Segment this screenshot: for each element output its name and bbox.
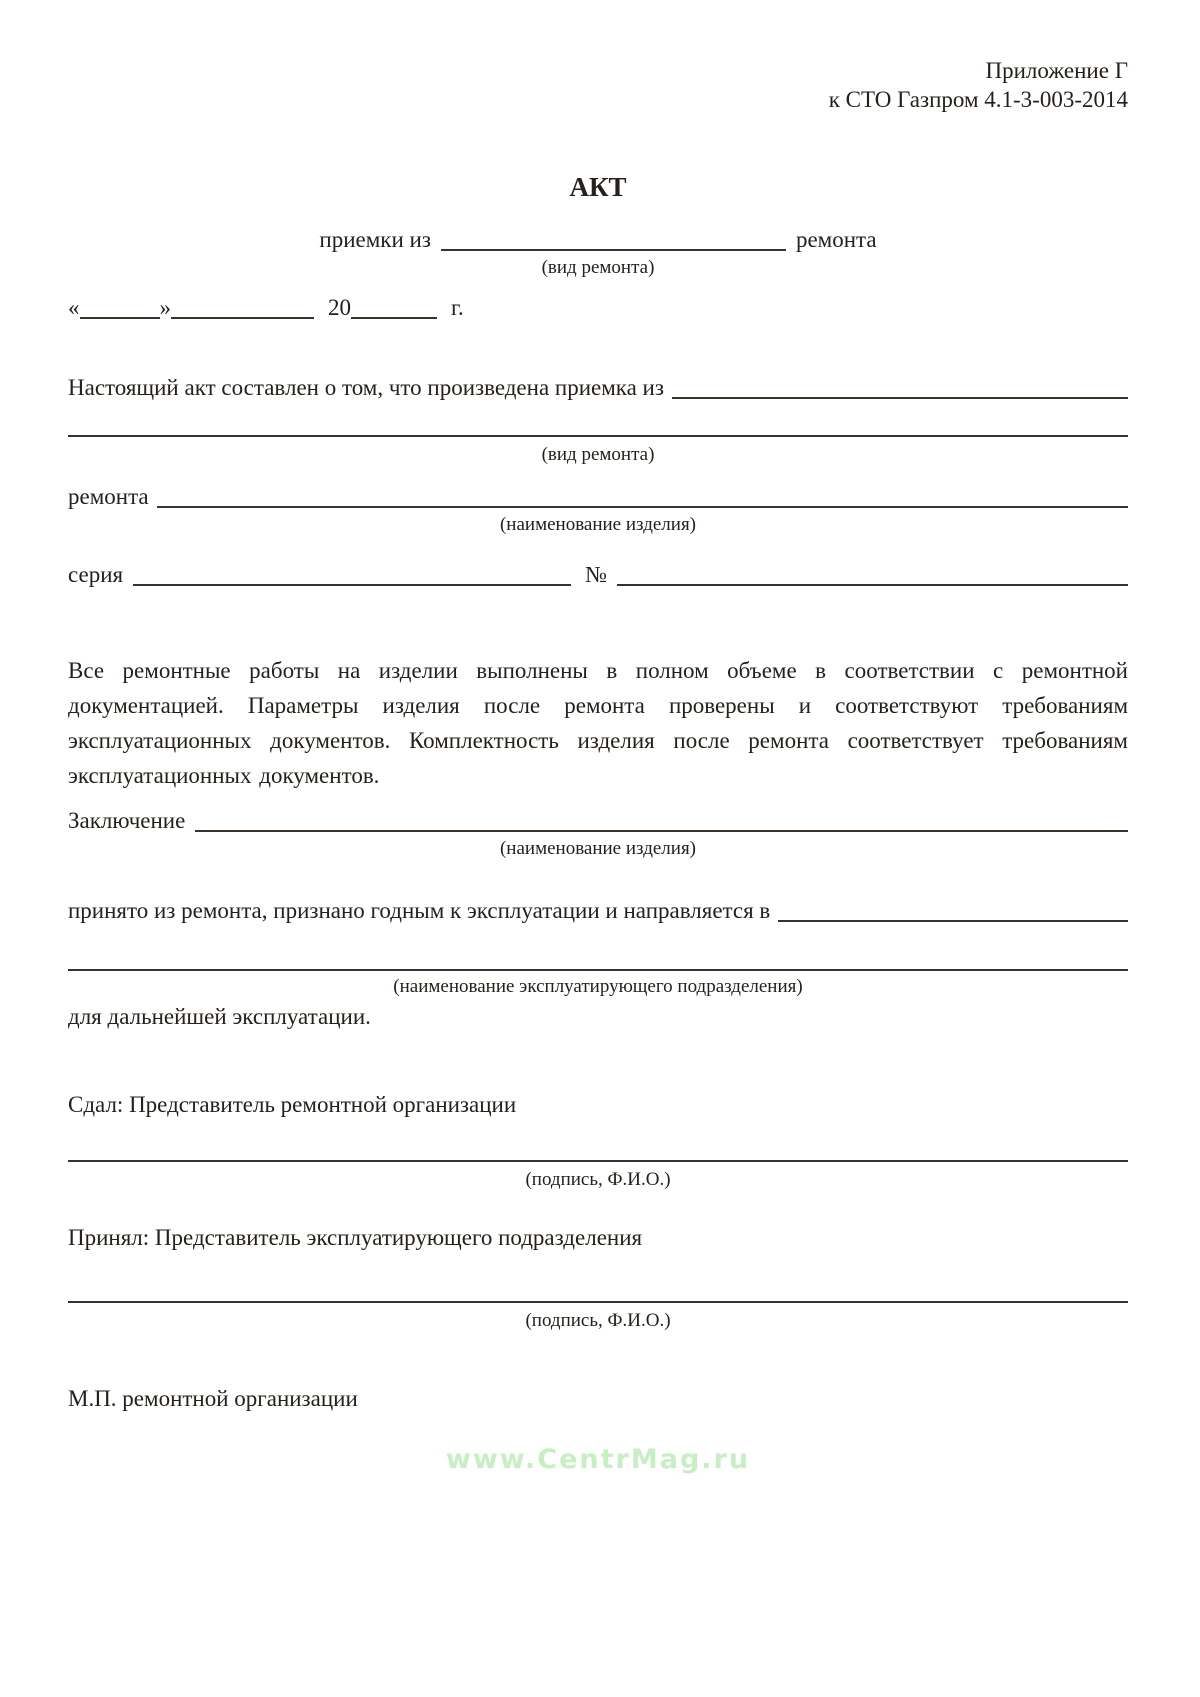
subtitle-suffix: ремонта	[795, 227, 877, 252]
unit-blank	[778, 920, 1128, 922]
unit-caption: (наименование эксплуатирующего подразделения)	[393, 976, 803, 997]
accepted-line	[68, 897, 1128, 925]
subtitle-prefix: приемки из	[319, 227, 431, 252]
series-blank	[133, 584, 571, 586]
series-label: серия	[68, 562, 124, 587]
close-quote: »	[159, 295, 171, 320]
work-statement: Все ремонтные работы на изделии выполнены в полном объеме в соответствии с ремонтной документацией. Параметры изделия после ремонта проверены и соответствуют требованиям эксплуатационных документов. Комплектность изделия после ремонта соответствует требованиям эксплуатационных документов.	[68, 658, 1128, 788]
date-line	[68, 294, 1128, 322]
intro-blank	[672, 397, 1128, 399]
repair-type-caption-2: (вид ремонта)	[541, 444, 655, 465]
subtitle-line	[68, 226, 1128, 254]
intro-line	[68, 374, 1128, 402]
signature-caption-1: (подпись, Ф.И.О.)	[525, 1169, 671, 1190]
product-name-caption: (наименование изделия)	[499, 514, 697, 535]
appendix-note-line2: к СТО Газпром 4.1-3-003-2014	[828, 87, 1128, 112]
page-title: АКТ	[569, 172, 627, 202]
repair-type-blank	[441, 249, 786, 251]
intro-text: Настоящий акт составлен о том, что произведена приемка из	[68, 375, 664, 400]
conclusion-blank	[195, 830, 1128, 832]
usage-line: для дальнейшей эксплуатации.	[68, 1004, 371, 1029]
year-suffix: г.	[451, 295, 464, 320]
appendix-note-line1: Приложение Г	[985, 58, 1128, 83]
month-blank	[171, 317, 314, 319]
handed-by-signature-blank	[68, 1160, 1128, 1162]
repair-type-caption: (вид ремонта)	[541, 257, 655, 278]
repair-label: ремонта	[68, 484, 149, 509]
day-blank	[80, 317, 160, 319]
conclusion-label: Заключение	[68, 808, 186, 833]
accepted-text: принято из ремонта, признано годным к эксплуатации и направляется в	[68, 898, 771, 923]
product-name-caption-2: (наименование изделия)	[499, 838, 697, 859]
number-blank	[617, 584, 1128, 586]
open-quote: «	[68, 295, 80, 320]
appendix-note	[68, 0, 1128, 114]
year-blank	[351, 317, 437, 319]
series-line	[68, 561, 1128, 589]
century-prefix: 20	[328, 295, 351, 320]
product-name-blank	[157, 506, 1128, 508]
repair-type-long-blank	[68, 435, 1128, 437]
stamp-line: М.П. ремонтной организации	[68, 1386, 358, 1411]
number-label: №	[585, 562, 608, 587]
conclusion-line	[68, 807, 1128, 835]
accepted-by-signature-blank	[68, 1301, 1128, 1303]
accepted-by-line: Принял: Представитель эксплуатирующего подразделения	[68, 1225, 643, 1250]
handed-by-line: Сдал: Представитель ремонтной организации	[68, 1092, 517, 1117]
unit-long-blank	[68, 969, 1128, 971]
watermark-text: www.CentrMag.ru	[445, 1444, 751, 1475]
signature-caption-2: (подпись, Ф.И.О.)	[525, 1310, 671, 1331]
repair-line	[68, 483, 1128, 511]
